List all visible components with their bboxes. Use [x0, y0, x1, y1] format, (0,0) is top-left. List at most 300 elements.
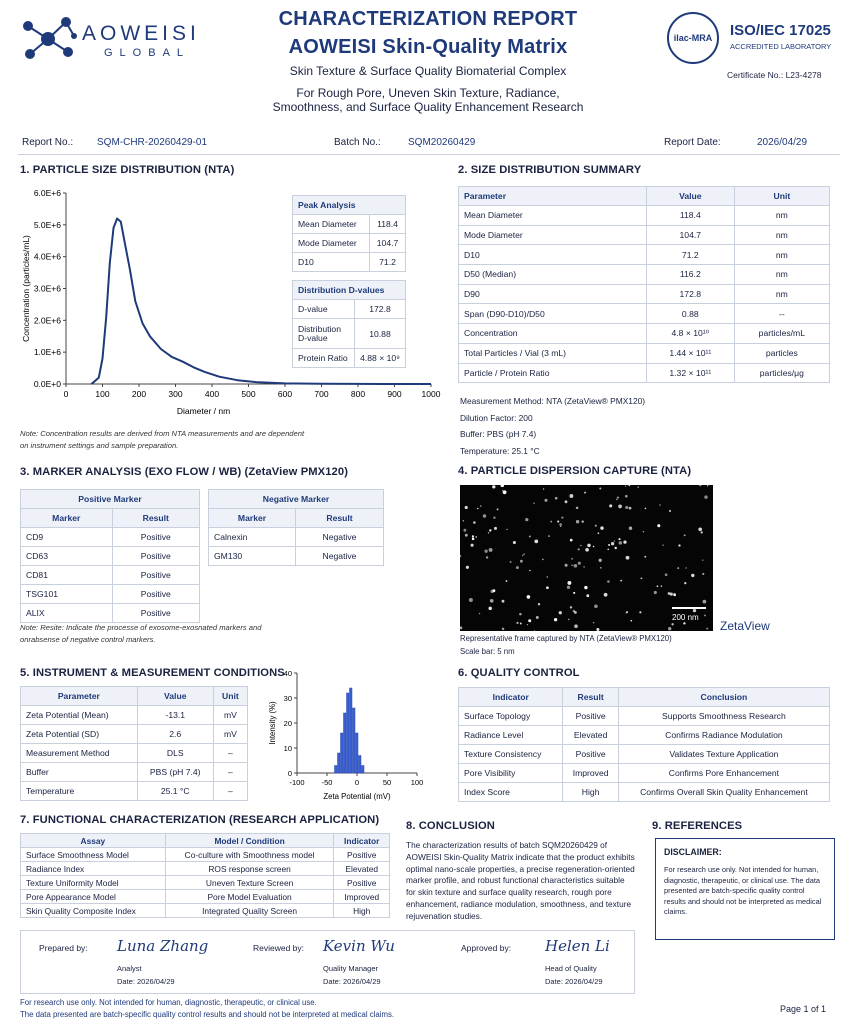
table-cell: 1.44 × 10¹¹	[646, 343, 734, 363]
column-header: Marker	[21, 509, 113, 528]
particle-dot	[472, 538, 475, 541]
table-row	[209, 528, 384, 547]
product-subtitle: Skin Texture & Surface Quality Biomaterial Complex	[289, 64, 567, 78]
particle-dot	[513, 541, 516, 544]
particle-dot	[595, 525, 597, 527]
column-header: Unit	[213, 687, 247, 706]
particle-dot	[593, 622, 594, 623]
particle-dot	[662, 544, 663, 545]
particle-dot	[573, 592, 575, 594]
table-cell: Pore Appearance Model	[21, 890, 166, 904]
particle-dot	[528, 619, 531, 622]
particle-dot	[586, 594, 589, 597]
particle-dot	[583, 566, 585, 568]
particle-dot	[463, 529, 466, 532]
table-cell: Radiance Index	[21, 862, 166, 876]
table-row	[293, 253, 406, 272]
section-6-title: 6. QUALITY CONTROL	[458, 667, 580, 679]
cell: 10.88	[355, 319, 406, 349]
particle-dot	[568, 619, 570, 621]
particle-dot	[684, 534, 686, 536]
particle-dot	[459, 555, 461, 557]
particle-dot	[578, 562, 581, 565]
table-cell: -13.1	[137, 706, 213, 725]
particle-dot	[533, 502, 535, 504]
particle-dot	[547, 576, 548, 577]
table-cell: Span (D90-D10)/D50	[459, 304, 647, 324]
particle-dot	[693, 609, 696, 612]
prepared-by-label: Prepared by:	[39, 943, 88, 953]
dilution-factor: Dilution Factor: 200	[460, 412, 533, 423]
particle-dot	[554, 618, 557, 621]
column-header: Result	[563, 688, 618, 707]
column-header: Assay	[21, 834, 166, 848]
zeta-bar	[359, 756, 362, 774]
table-cell: Positive	[563, 745, 618, 764]
table-cell: 2.6	[137, 725, 213, 744]
table-row	[21, 904, 390, 918]
column-header: Parameter	[21, 687, 138, 706]
prepared-by-role: Analyst	[117, 964, 142, 973]
table-cell: ROS response screen	[165, 862, 334, 876]
table-cell: Integrated Quality Screen	[165, 904, 334, 918]
section-5-title: 5. INSTRUMENT & MEASUREMENT CONDITIONS	[20, 667, 285, 679]
capture-caption-1: Representative frame captured by NTA (ZetaView® PMX120)	[460, 634, 672, 643]
table-row	[21, 585, 200, 604]
x-tick-label: 700	[314, 389, 329, 399]
cell: Mode Diameter	[293, 234, 370, 253]
capture-caption-2: Scale bar: 5 nm	[460, 647, 515, 656]
table-cell: Texture Uniformity Model	[21, 876, 166, 890]
table-cell: Measurement Method	[21, 744, 138, 763]
particle-dot	[506, 529, 507, 530]
particle-dot	[497, 508, 499, 510]
product-title: AOWEISI Skin-Quality Matrix	[288, 36, 568, 58]
x-tick-label: 0	[63, 389, 69, 399]
particle-dot	[527, 624, 528, 625]
particle-dot	[608, 544, 610, 546]
table-cell: High	[563, 783, 618, 802]
table-cell: GM130	[209, 547, 296, 566]
particle-dot	[543, 488, 544, 489]
temperature: Temperature: 25.1 °C	[460, 445, 540, 456]
table-cell: 0.88	[646, 304, 734, 324]
particle-dot	[665, 573, 668, 576]
y-tick-label: 4.0E+6	[33, 251, 61, 262]
particle-dot	[626, 612, 628, 614]
particle-dot	[618, 505, 622, 509]
particle-dot	[488, 532, 489, 533]
section-1-note-1: Note: Concentration results are derived from NTA measurements and are dependent	[20, 429, 305, 438]
ilac-text: ilac-MRA	[673, 33, 713, 43]
table-cell: --	[734, 304, 829, 324]
particle-dot	[628, 485, 630, 487]
table-cell: Skin Quality Composite Index	[21, 904, 166, 918]
particle-dot	[567, 586, 570, 589]
particle-dot	[519, 613, 522, 616]
particle-dot	[571, 565, 572, 566]
particle-dot	[669, 510, 671, 512]
particle-dot	[594, 605, 598, 609]
table-cell: Surface Topology	[459, 707, 563, 726]
table-cell: 71.2	[646, 245, 734, 265]
particle-dot	[607, 580, 610, 583]
particle-dot	[527, 595, 531, 599]
particle-dot	[584, 492, 586, 494]
product-desc-1: For Rough Pore, Uneven Skin Texture, Radiance,	[296, 86, 560, 100]
report-no-label: Report No.:	[22, 137, 74, 148]
x-tick-label: 100	[95, 389, 110, 399]
cell: 71.2	[370, 253, 406, 272]
zeta-bar	[362, 766, 365, 774]
section-9-title: 9. REFERENCES	[652, 820, 743, 832]
particle-dot	[492, 589, 495, 592]
y-axis-label: Intensity (%)	[268, 701, 277, 745]
particle-dot	[510, 561, 512, 563]
particle-dot	[471, 544, 474, 547]
table-cell: Surface Smoothness Model	[21, 848, 166, 862]
table-row	[21, 706, 248, 725]
table-cell: particles	[734, 343, 829, 363]
particle-dot	[630, 620, 632, 622]
particle-dot	[473, 521, 476, 524]
particle-dot	[542, 559, 543, 560]
particle-dot	[607, 549, 608, 550]
particle-dot	[654, 591, 657, 594]
table-row	[21, 547, 200, 566]
molecule-icon	[18, 14, 78, 64]
scale-bar-label: 200 nm	[672, 613, 699, 622]
report-meta	[22, 137, 837, 151]
particle-dot	[565, 500, 568, 503]
table-cell: 1.32 × 10¹¹	[646, 363, 734, 383]
y-tick-label: 2.0E+6	[33, 315, 61, 326]
table-cell: mV	[213, 725, 247, 744]
particle-dot	[618, 538, 620, 540]
report-date-label: Report Date:	[664, 137, 721, 148]
column-header: Model / Condition	[165, 834, 334, 848]
particle-dot	[582, 520, 584, 522]
table-cell: nm	[734, 265, 829, 285]
particle-dot	[616, 499, 617, 500]
particle-dot	[501, 484, 505, 488]
particle-dot	[604, 593, 608, 597]
table-row	[21, 725, 248, 744]
particle-dot	[465, 534, 468, 537]
cell: 172.8	[355, 300, 406, 319]
section-1-title: 1. PARTICLE SIZE DISTRIBUTION (NTA)	[20, 164, 235, 176]
x-tick-label: 0	[354, 778, 360, 787]
table-row	[21, 528, 200, 547]
measurement-method: Measurement Method: NTA (ZetaView® PMX120)	[460, 396, 646, 406]
particle-dot	[534, 540, 538, 544]
distribution-table	[292, 280, 406, 368]
column-header: Indicator	[459, 688, 563, 707]
particle-dot	[557, 520, 559, 522]
approved-by-signature: Helen Li	[545, 937, 610, 955]
table-cell: Concentration	[459, 324, 647, 344]
particle-dot	[503, 490, 507, 494]
reviewed-by-date: Date: 2026/04/29	[323, 977, 381, 986]
particle-dot	[465, 506, 468, 509]
column-header: Conclusion	[618, 688, 829, 707]
particle-dot	[611, 542, 614, 545]
particle-dot	[599, 487, 601, 489]
table-cell: Positive	[112, 604, 199, 623]
table-cell: D10	[459, 245, 647, 265]
table-row	[21, 782, 248, 801]
particle-dot	[584, 586, 587, 589]
zeta-bar	[341, 733, 344, 773]
table-cell: Mean Diameter	[459, 206, 647, 226]
footer-line-1: For research use only. Not intended for human, diagnostic, therapeutic, or clinical use.	[20, 998, 317, 1007]
particle-dot	[576, 520, 579, 523]
particle-dot	[493, 516, 495, 518]
particle-dot	[520, 560, 523, 563]
particle-dot	[466, 566, 469, 569]
buffer: Buffer: PBS (pH 7.4)	[460, 429, 537, 439]
table-cell: 25.1 °C	[137, 782, 213, 801]
particle-dot	[617, 496, 619, 498]
functional-table	[20, 833, 390, 918]
particle-dot	[534, 630, 535, 631]
particle-dot	[486, 556, 488, 558]
cell: 104.7	[370, 234, 406, 253]
particle-dot	[459, 626, 462, 629]
table-cell: CD81	[21, 566, 113, 585]
particle-dot	[706, 628, 708, 630]
particle-dot	[659, 504, 661, 506]
y-tick-label: 3.0E+6	[33, 283, 61, 294]
table-cell: Negative	[296, 528, 384, 547]
particle-dot	[699, 484, 701, 486]
size-summary-table	[458, 186, 830, 383]
particle-dot	[550, 521, 552, 523]
particle-dot	[677, 567, 679, 569]
table-cell: Confirms Radiance Modulation	[618, 726, 829, 745]
column-header: Result	[112, 509, 199, 528]
particle-dot	[538, 603, 540, 605]
table-cell: PBS (pH 7.4)	[137, 763, 213, 782]
particle-dot	[629, 526, 632, 529]
y-axis-label: Concentration (particles/mL)	[21, 235, 31, 342]
x-tick-label: -100	[289, 778, 305, 787]
y-tick-label: 6.0E+6	[33, 188, 61, 198]
y-tick-label: 20	[283, 719, 292, 728]
distribution-title: Distribution D-values	[293, 281, 406, 300]
particle-dot	[614, 540, 615, 541]
negative-marker-table	[208, 489, 384, 566]
particle-dot	[629, 507, 632, 510]
particle-dot	[683, 622, 685, 624]
table-row	[21, 862, 390, 876]
particle-dot	[570, 606, 572, 608]
particle-dot	[544, 499, 547, 502]
column-header: Unit	[734, 187, 829, 206]
org-subname: GLOBAL	[104, 47, 191, 59]
prepared-by-signature: Luna Zhang	[117, 937, 209, 955]
section-1-note-2: on instrument settings and sample preparation.	[20, 441, 179, 450]
table-cell: particles/μg	[734, 363, 829, 383]
table-row	[459, 745, 830, 764]
zeta-bar	[335, 766, 338, 774]
table-cell: Positive	[563, 707, 618, 726]
zetaview-brand: ZetaView	[720, 619, 770, 633]
table-cell: Pore Model Evaluation	[165, 890, 334, 904]
particle-dot	[525, 518, 528, 521]
table-cell: Supports Smoothness Research	[618, 707, 829, 726]
particle-dot	[488, 607, 491, 610]
cell: Protein Ratio	[293, 349, 355, 368]
zeta-bar	[344, 713, 347, 773]
particle-dot	[463, 520, 465, 522]
particle-dot	[502, 490, 503, 491]
ilac-seal	[667, 12, 719, 64]
particle-dot	[625, 506, 628, 509]
particle-dot	[587, 544, 590, 547]
x-tick-label: 100	[410, 778, 424, 787]
particle-dot	[489, 548, 493, 552]
particle-dot	[707, 485, 708, 486]
table-cell: mV	[213, 706, 247, 725]
approved-by-date: Date: 2026/04/29	[545, 977, 603, 986]
particle-dots	[460, 485, 713, 631]
table-row	[459, 343, 830, 363]
table-cell: Confirms Pore Enhancement	[618, 764, 829, 783]
table-cell: Elevated	[563, 726, 618, 745]
x-tick-label: 900	[387, 389, 402, 399]
particle-dot	[620, 580, 622, 582]
column-header: Indicator	[334, 834, 390, 848]
y-tick-label: 30	[283, 694, 292, 703]
table-cell: Zeta Potential (Mean)	[21, 706, 138, 725]
particle-dot	[703, 600, 707, 604]
section-8-title: 8. CONCLUSION	[406, 820, 495, 832]
particle-dot	[685, 567, 686, 568]
table-cell: Improved	[334, 890, 390, 904]
table-row	[459, 206, 830, 226]
particle-dot	[596, 628, 599, 631]
particle-dot	[637, 486, 639, 488]
particle-dot	[614, 547, 616, 549]
particle-dot	[702, 559, 703, 560]
table-cell: nm	[734, 225, 829, 245]
table-row	[21, 763, 248, 782]
table-cell: 118.4	[646, 206, 734, 226]
table-cell: Uneven Texture Screen	[165, 876, 334, 890]
particle-dot	[599, 559, 602, 562]
x-tick-label: 800	[350, 389, 366, 399]
particle-dot	[548, 535, 549, 536]
table-cell: Buffer	[21, 763, 138, 782]
particle-dot	[623, 540, 626, 543]
table-row	[21, 890, 390, 904]
particle-dot	[668, 627, 671, 630]
particle-dot	[657, 585, 659, 587]
particle-dot	[480, 505, 482, 507]
table-row	[459, 707, 830, 726]
particle-dot	[609, 504, 612, 507]
table-cell: Mode Diameter	[459, 225, 647, 245]
table-cell: Total Particles / Vial (3 mL)	[459, 343, 647, 363]
table-row	[21, 604, 200, 623]
table-cell: 4.8 × 10¹⁰	[646, 324, 734, 344]
particle-dot	[640, 577, 642, 579]
table-row	[459, 284, 830, 304]
table-cell: ALIX	[21, 604, 113, 623]
table-row	[459, 764, 830, 783]
table-cell: Calnexin	[209, 528, 296, 547]
report-date-value: 2026/04/29	[757, 137, 808, 148]
scale-bar	[672, 607, 706, 609]
particle-dot	[483, 514, 486, 517]
cell: D10	[293, 253, 370, 272]
particle-dot	[600, 526, 603, 529]
section-3-title: 3. MARKER ANALYSIS (EXO FLOW / WB) (ZetaView PMX120)	[20, 466, 349, 478]
zeta-bar	[353, 708, 356, 773]
table-cell: Negative	[296, 547, 384, 566]
meta-divider	[18, 154, 840, 155]
table-cell: –	[213, 763, 247, 782]
column-header: Value	[137, 687, 213, 706]
particle-dot	[569, 494, 573, 498]
x-tick-label: 300	[168, 389, 183, 399]
particle-dot	[516, 622, 518, 624]
table-row	[459, 265, 830, 285]
table-cell: 116.2	[646, 265, 734, 285]
zeta-bar	[350, 688, 353, 773]
particle-dot	[626, 556, 630, 560]
particle-dot	[502, 628, 504, 630]
particle-dot	[585, 548, 589, 552]
table-cell: Validates Texture Application	[618, 745, 829, 764]
table-cell: Zeta Potential (SD)	[21, 725, 138, 744]
particle-dot	[529, 570, 531, 572]
zeta-bar	[356, 733, 359, 773]
particle-dot	[661, 585, 662, 586]
particle-dot	[472, 535, 474, 537]
table-row	[293, 349, 406, 368]
particle-dot	[555, 497, 558, 500]
particle-dot	[529, 535, 531, 537]
nta-capture-image	[460, 485, 713, 631]
section-3-note-1: Note: Resite: Indicate the processe of exosome-exosnated markers and	[20, 623, 262, 632]
table-cell: Particle / Protein Ratio	[459, 363, 647, 383]
particle-dot	[600, 567, 602, 569]
particle-dot	[639, 611, 641, 613]
negative-marker-title: Negative Marker	[209, 490, 384, 509]
particle-dot	[702, 573, 704, 575]
disclaimer-text: For research use only. Not intended for human, diagnostic, therapeutic, or clinical use. The data presented are batch-specific quality control results and should not be interpreted as medical claims.	[664, 865, 822, 917]
particle-dot	[700, 531, 702, 533]
table-row	[21, 744, 248, 763]
org-name: AOWEISI	[82, 22, 200, 45]
particle-dot	[561, 516, 563, 518]
particle-dot	[492, 485, 495, 488]
particle-dot	[567, 581, 571, 585]
particle-dot	[477, 508, 478, 509]
quality-control-table	[458, 687, 830, 802]
cell: Distribution D-value	[293, 319, 355, 349]
table-cell: Confirms Overall Skin Quality Enhancement	[618, 783, 829, 802]
logo	[18, 14, 218, 66]
table-row	[293, 319, 406, 349]
particle-dot	[673, 593, 676, 596]
cell: 4.88 × 10⁹	[355, 349, 406, 368]
y-tick-label: 0	[287, 769, 292, 778]
product-desc-2: Smoothness, and Surface Quality Enhancement Research	[272, 100, 584, 114]
table-cell: particles/mL	[734, 324, 829, 344]
